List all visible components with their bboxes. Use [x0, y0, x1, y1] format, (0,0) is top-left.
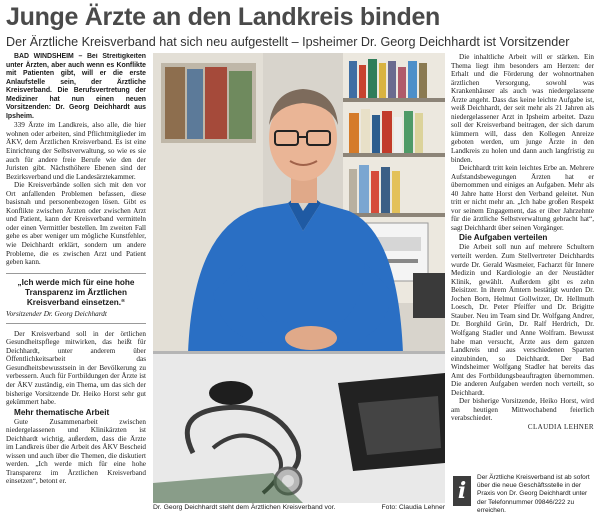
- subhead-more-thematic-work: Mehr thematische Arbeit: [14, 407, 110, 417]
- column-left: [6, 53, 146, 513]
- paragraph: 339 Ärzte im Landkreis, also alle, die hier wohnen oder arbeiten, sind Pflichtmitglieder im ÄKV, dem Ärztlichen Kreisverband. Es ist eine Einrichtung der Selbstverwaltung, so wie es sie auch für andere freie Berufe wie den der Juristen gibt. Nächsthöhere Ebenen sind der Bezirksverband und die Landesärztekammer.: [6, 121, 146, 181]
- lead-paragraph: BAD WINDSHEIM – Bei Streitigkeiten unter Ärzten, aber auch wenn es Konflikte mit Patienten gibt, will er die erste Anlaufstelle sein, der Ärztliche Kreisverband. Die Berufsvertretung der Mediziner hat nun einen neuen Vorsitzenden: Dr. Georg Deichhardt aus Ipsheim.: [6, 53, 146, 120]
- photo-credit: Foto: Claudia Lehner: [381, 504, 445, 511]
- pull-quote-author: Vorsitzender Dr. Georg Deichhardt: [6, 310, 146, 324]
- column-left-body-3: [6, 418, 146, 486]
- subhead-tasks: Die Aufgaben verteilen: [459, 233, 548, 243]
- paragraph: Der Kreisverband soll in der örtlichen Gesundheitspflege mitwirken, das heißt für Deichhardt, unter anderem über Öffentlichkeitsarbeit das Gesundheitsbewusstsein in der Bevölkerung zu verbessern. Auch für Fortbildungen der Ärzte ist der ÄKV zuständig, ein Thema, um das sich der bisherige Vorsitzende Dr. Heiko Horst sehr gut gekümmert habe.: [6, 329, 146, 407]
- column-left-body-1: [6, 121, 146, 266]
- column-right-body-2: [451, 243, 594, 422]
- column-right-body-1: [451, 53, 594, 232]
- column-left-body-2: [6, 330, 146, 407]
- info-box-text: Der Ärztliche Kreisverband ist ab sofort über die neue Geschäftsstelle in der Praxis von Dr. Georg Deichhardt unter der Telefonnummer 09846/222 zu erreichen.: [477, 474, 590, 514]
- photo-caption: [153, 503, 445, 513]
- info-icon: i: [453, 476, 471, 506]
- paragraph: Deichhardt tritt kein leichtes Erbe an. Mehrere Aufstandsbewegungen Ärzten hat er übernommen und einiges an Aufgaben. Mehr als 40 Jahre hatte Horst den Verband geleitet. Nun tritt er nicht mehr an. „Ich habe großen Respekt vor seinem Engagement, das er über Jahrzehnte für die ärztliche Selbstverwaltung gebracht hat“, sagt Deichhardt über seinen Vorgänger.: [451, 164, 594, 232]
- photo-illustration: [153, 53, 445, 503]
- pull-quote: „Ich werde mich für eine hohe Transparenz im Ärztlichen Kreisverband einsetzen.“: [6, 273, 146, 308]
- paragraph: Die Arbeit soll nun auf mehrere Schultern verteilt werden. Zum Stellvertreter Deichhardts wurde Dr. Gerald Wasmeier, Facharzt für Innere Medizin und Kardiologie an der Neustädter Klinik, gewählt. Außerdem gibt es zehn Beisitzer. In ihrem Ämtern bestätigt wurden Dr. Jochen Born, Helmut Gollwitzer, Dr. Hellmuth Loesch, Dr. Peter Pfeiffer und Dr. Brigitte Stauber. Neu im Team sind Dr. Wolfgang Andrer, Dr. Borghild Grün, Dr. Ralf Herdrich, Dr. Wolfgang Stadler und Anne Wolfram. Bewusst habe man versucht, Ärzte aus dem ganzen Landkreis und aus verschiedenen Sparten einzubinden, so Deichhardt. Der Bad Windsheimer Wolfgang Stadler hat bereits das Amt des Fortbildungsbeauftragten übernommen. Die anderen Aufgaben werden noch verteilt, so Deichhardt.: [451, 243, 594, 397]
- paragraph: Der bisherige Vorsitzende, Heiko Horst, wird am heutigen Mittwochabend feierlich verabschiedet.: [451, 397, 594, 423]
- article-photo: [153, 53, 445, 503]
- paragraph: Gute Zusammenarbeit zwischen niedergelassenen und Klinikärzten ist Deichhardt wichtig, außerdem, dass die Ärzte im Landkreis über die Arbeit des ÄKV Bescheid wissen und auch über die Themen, die diskutiert werden. „Ich werde mich für eine hohe Transparenz im Ärztlichen Kreisverband einsetzen“, betont er.: [6, 417, 146, 486]
- column-right: [451, 53, 594, 473]
- paragraph: Die Kreisverbände sollen sich mit den vor Ort anfallenden Problemen befassen, diese basisnah und personenbezogen lösen. Gibt es Konflikte zwischen Ärzten oder zwischen Arzt und Patient, kann der Kreisverband vermitteln oder einen Vermittler bestellen. Im zweiten Fall gehe es aber weniger um mögliche Kunstfehler, wie Deichhardt erklärt, sondern um andere Probleme, die es zwischen Arzt und Patient geben kann.: [6, 181, 146, 267]
- subheadline: Der Ärztliche Kreisverband hat sich neu aufgestellt – Ipsheimer Dr. Georg Deichhardt ist Vorsitzender: [6, 35, 570, 49]
- paragraph: Die inhaltliche Arbeit will er stärken. Ein Thema liegt ihm besonders am Herzen: der Erhalt und die Förderung der wohnortnahen ärztlichen Versorgung, sowohl was Krankenhäuser als auch was niedergelassene Ärzte angeht. Dass das keine leichte Aufgabe ist, weiß Deichhardt, der seit mehr als 21 Jahren als niedergelassener Arzt in Ipsheim arbeitet. Dazu soll der Kreisverband beitragen, der sich darum kümmern will, dass den Kollegen Anreize geboten werden, um junge Ärzte in den Landkreis zu holen und dann auch langfristig zu binden.: [451, 53, 594, 164]
- info-box: [451, 474, 594, 512]
- headline: Junge Ärzte an den Landkreis binden: [6, 3, 441, 31]
- caption-text: Dr. Georg Deichhardt steht dem Ärztlichen Kreisverband vor.: [153, 504, 336, 511]
- author-signature: CLAUDIA LEHNER: [527, 422, 594, 431]
